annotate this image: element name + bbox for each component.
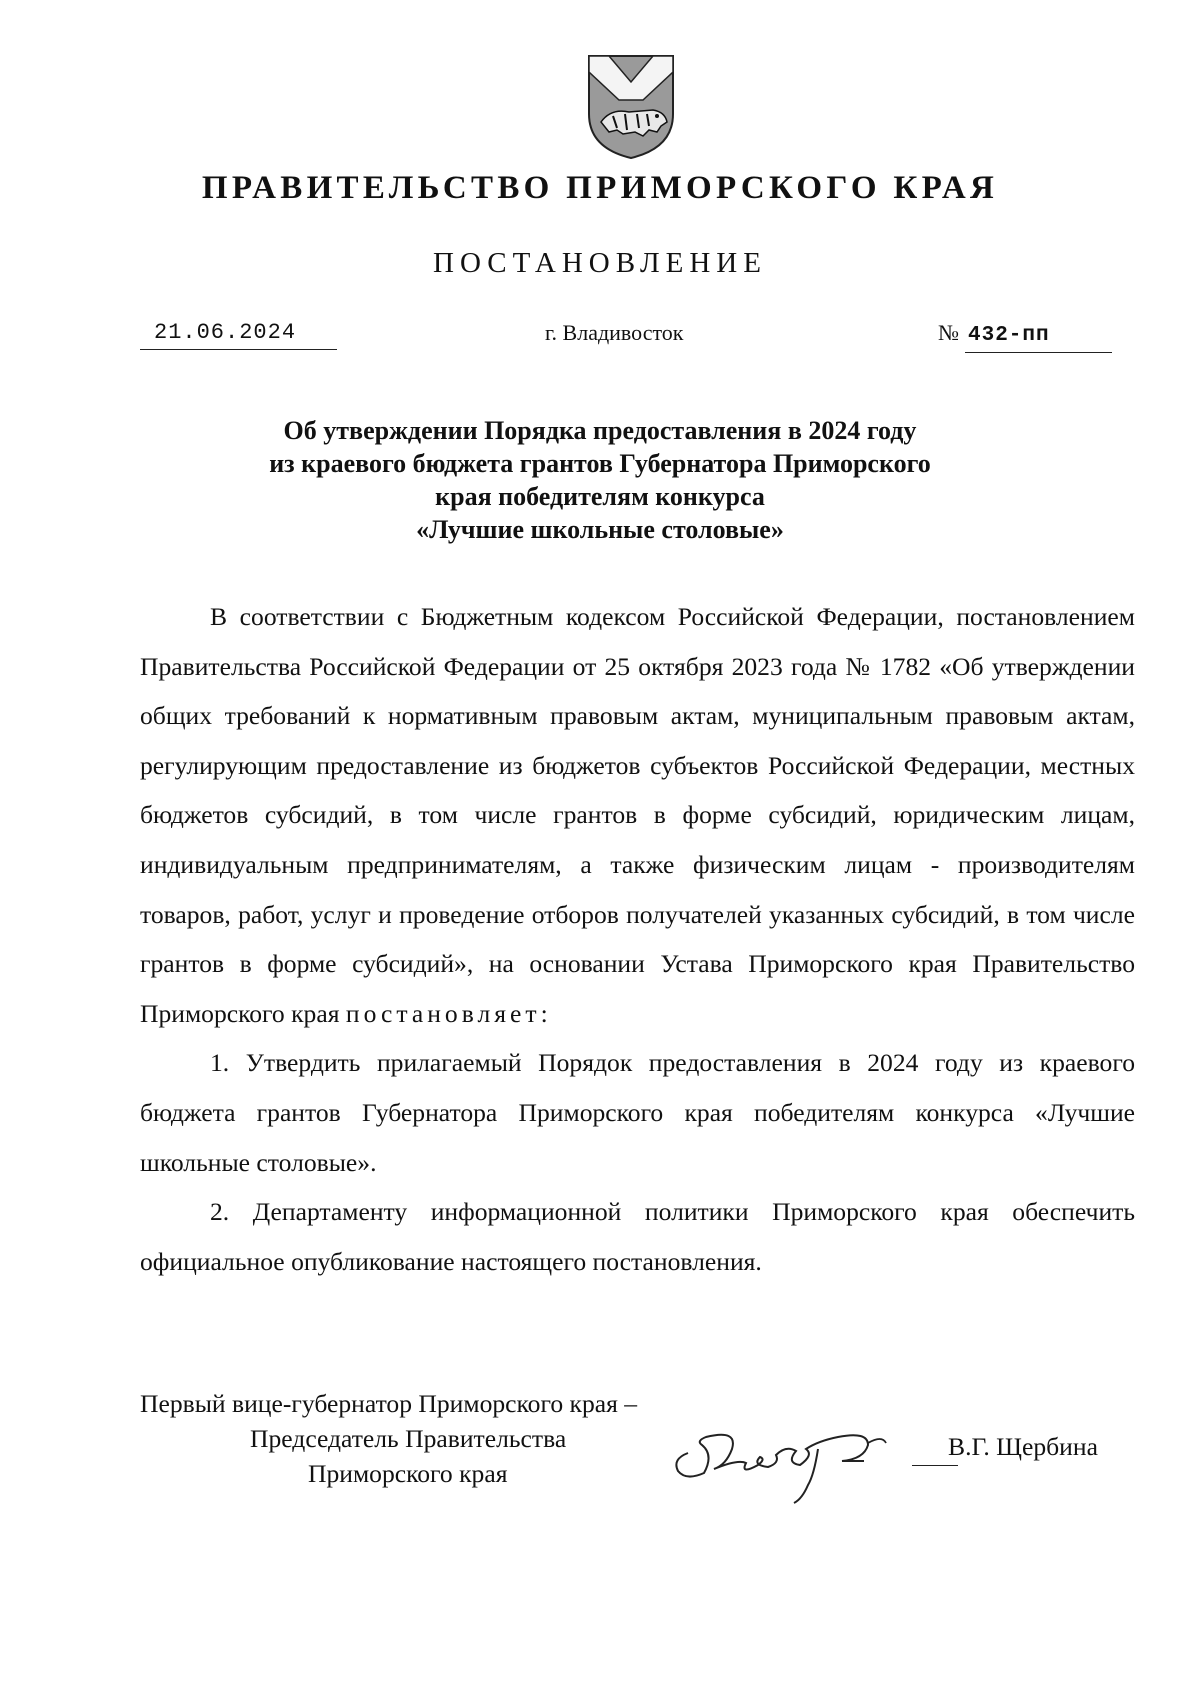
preamble-paragraph — [140, 592, 1135, 1038]
document-type: ПОСТАНОВЛЕНИЕ — [433, 247, 767, 279]
item-2: 2. Департаменту информационной политики Приморского края обеспечить официальное опубликование настоящего постановления. — [140, 1197, 1135, 1276]
document-body — [140, 592, 1135, 1286]
position-line: Приморского края — [308, 1459, 508, 1488]
position-line: Первый вице-губернатор Приморского края – — [140, 1389, 638, 1418]
document-title — [0, 414, 1200, 546]
document-number: 432-пп — [965, 321, 1112, 353]
signature-line — [912, 1465, 958, 1466]
document-city: г. Владивосток — [545, 320, 684, 345]
signatory-position — [140, 1386, 637, 1491]
item-1: 1. Утвердить прилагаемый Порядок предоставления в 2024 году из краевого бюджета грантов Губернатора Приморского края победителям конкурса «Лучшие школьные столовые». — [140, 1048, 1135, 1177]
coat-of-arms-icon — [583, 52, 679, 162]
title-line: «Лучшие школьные столовые» — [416, 515, 784, 544]
title-line: края победителям конкурса — [435, 482, 765, 511]
signer-name: В.Г. Щербина — [948, 1432, 1098, 1461]
title-line: Об утверждении Порядка предоставления в 2024 году — [283, 416, 917, 445]
organization-name: ПРАВИТЕЛЬСТВО ПРИМОРСКОГО КРАЯ — [201, 170, 999, 206]
title-line: из краевого бюджета грантов Губернатора Приморского — [269, 449, 931, 478]
preamble-text: В соответствии с Бюджетным кодексом Российской Федерации, постановлением Правительства Российской Федерации от 25 октября 2023 года № 1782 «Об утверждении общих требований к нормативным правовым актам, муниципальным правовым актам, регулирующим предоставление из бюджетов субъектов Российской Федерации, местных бюджетов субсидий, в том числе грантов в форме субсидий, юридическим лицам, индивидуальным предпринимателям, а также физическим лицам - производителям товаров, работ, услуг и проведение отборов получателей указанных субсидий, в том числе грантов в форме субсидий», на основании Устава Приморского края Правительство Приморского края — [140, 602, 1135, 1028]
document-number-block — [938, 318, 1112, 353]
resolves-word: постановляет: — [345, 998, 552, 1028]
number-sign: № — [938, 320, 959, 345]
document-date: 21.06.2024 — [140, 318, 337, 350]
position-line: Председатель Правительства — [250, 1424, 567, 1453]
handwritten-signature — [668, 1415, 898, 1510]
